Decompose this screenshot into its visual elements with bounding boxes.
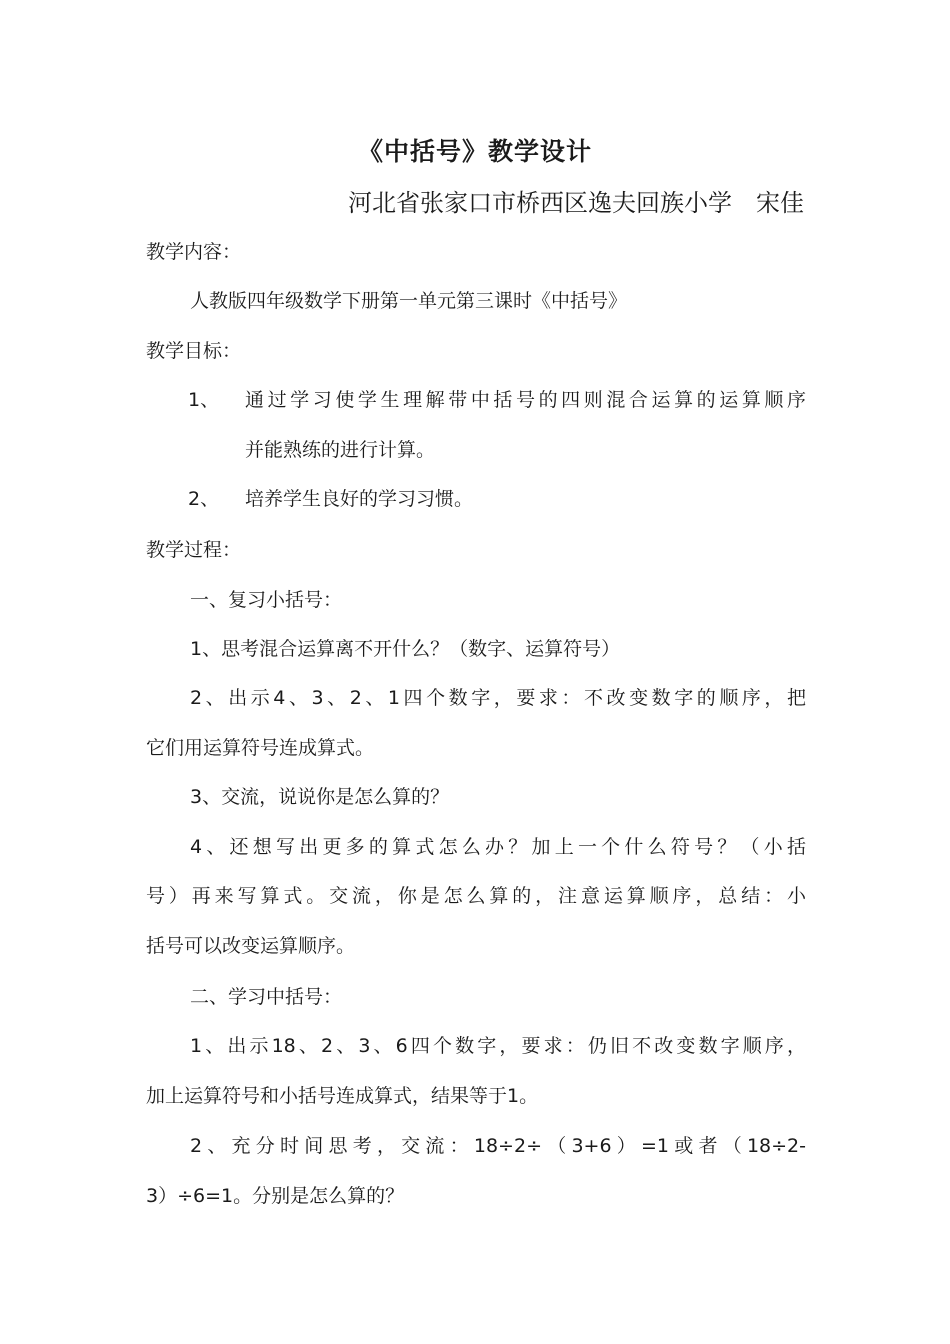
section-heading: 二、学习中括号： (190, 986, 343, 1008)
paragraph-line: 1、思考混合运算离不开什么？（数字、运算符号） (190, 638, 621, 660)
goal-number: 2、 (188, 488, 220, 510)
goals-heading: 教学目标： (146, 340, 242, 362)
paragraph-line: 号）再来写算式。交流，你是怎么算的，注意运算顺序，总结：小 (146, 885, 806, 907)
content-text: 人教版四年级数学下册第一单元第三课时《中括号》 (190, 290, 628, 312)
document-title: 《中括号》教学设计 (357, 137, 592, 166)
goal-text-continued: 并能熟练的进行计算。 (245, 439, 436, 461)
paragraph-line: 4、还想写出更多的算式怎么办？加上一个什么符号？（小括 (190, 836, 806, 858)
paragraph-line: 2、出示4、3、2、1四个数字，要求：不改变数字的顺序，把 (190, 687, 806, 709)
goal-text: 通过学习使学生理解带中括号的四则混合运算的运算顺序 (245, 389, 806, 411)
goal-text: 培养学生良好的学习习惯。 (245, 488, 474, 510)
goal-number: 1、 (188, 389, 220, 411)
paragraph-line: 2、充分时间思考，交流：18÷2÷（3+6）=1或者（18÷2- (190, 1135, 806, 1157)
paragraph-line: 3、交流，说说你是怎么算的？ (190, 786, 450, 808)
paragraph-line: 1、出示18、2、3、6四个数字，要求：仍旧不改变数字顺序， (190, 1035, 806, 1057)
process-heading: 教学过程： (146, 539, 242, 561)
paragraph-line: 它们用运算符号连成算式。 (146, 737, 375, 759)
paragraph-line: 3）÷6=1。分别是怎么算的？ (146, 1185, 405, 1207)
paragraph-line: 括号可以改变运算顺序。 (146, 935, 356, 957)
author-line: 河北省张家口市桥西区逸夫回族小学 宋佳 (348, 189, 804, 217)
content-heading: 教学内容： (146, 241, 242, 263)
paragraph-line: 加上运算符号和小括号连成算式，结果等于1。 (146, 1085, 539, 1107)
section-heading: 一、复习小括号： (190, 589, 343, 611)
